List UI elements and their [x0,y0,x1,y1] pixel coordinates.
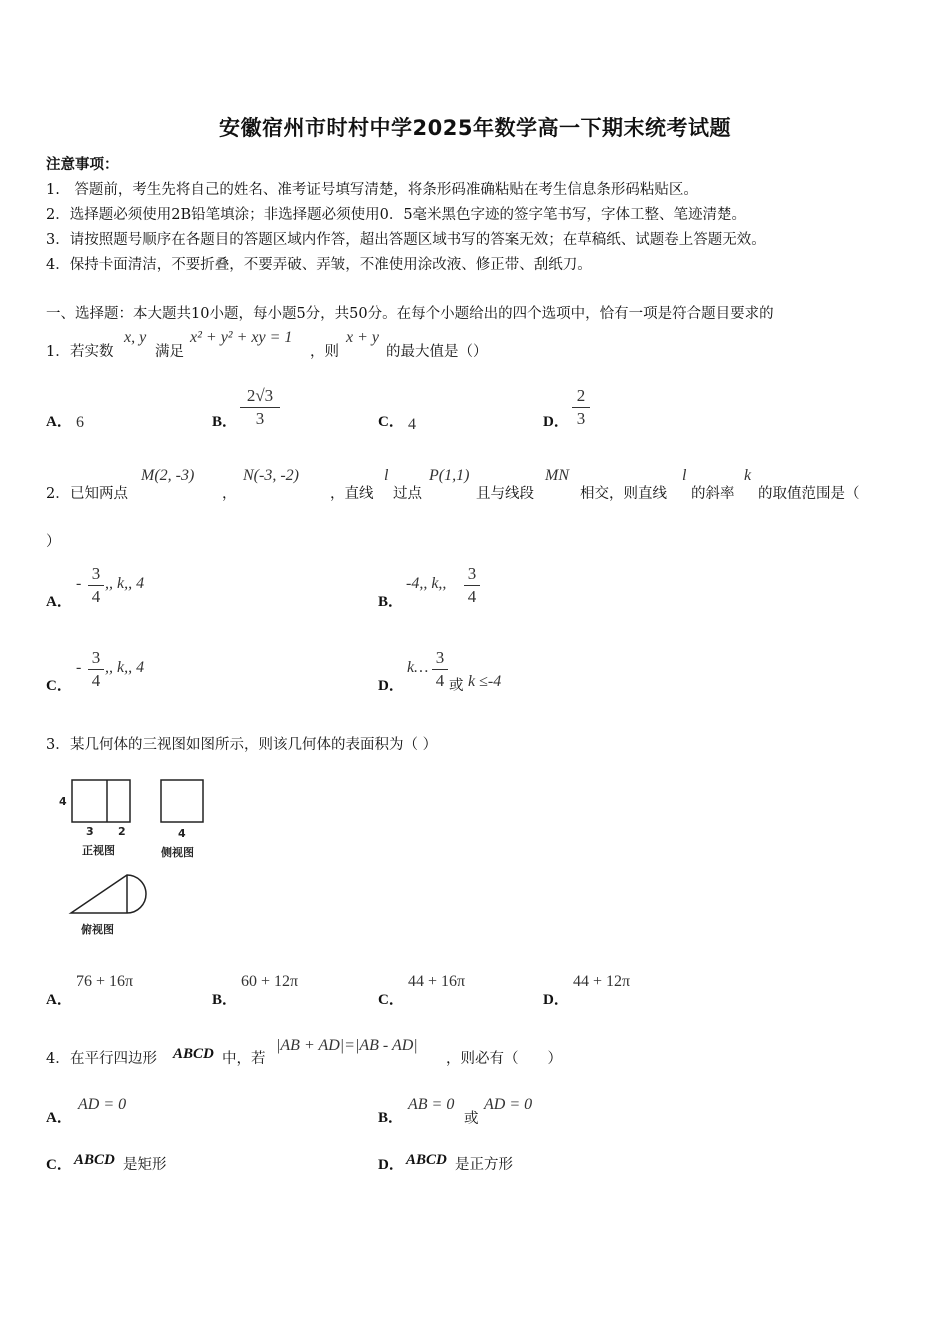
question-text: 且与线段 [476,486,534,502]
page-title: 安徽宿州市时村中学2025年数学高一下期末统考试题 [219,116,731,140]
option-text: 是正方形 [455,1157,513,1173]
question-text: 满足 [155,344,184,360]
front-view-label: 正视图 [82,844,115,857]
question-text: ， [222,486,237,502]
math-expression: l [682,467,687,484]
dim-a: 3 [86,825,94,838]
option-value: 4 [408,416,416,433]
option-value: 6 [76,414,84,431]
math-expression: l [384,467,389,484]
option-label[interactable]: A． [46,1110,72,1126]
notice-item: 2．选择题必须使用2B铅笔填涂；非选择题必须使用0．5毫米黑色字迹的签字笔书写，字体工整、笔迹清楚。 [46,207,747,223]
question-text: 若实数 [70,344,114,360]
math-expression: k [744,467,752,484]
math-expression: x² + y² + xy = 1 [190,329,293,346]
shape-name: ABCD [173,1046,214,1062]
option-value: 44 + 16π [408,973,466,990]
notice-item: 4．保持卡面清洁，不要折叠，不要弄破、弄皱，不准使用涂改液、修正带、刮纸刀。 [46,257,592,273]
math-expression: P(1,1) [429,467,470,484]
option-label[interactable]: C． [46,678,72,694]
option-label[interactable]: A． [46,594,72,610]
option-value: AD = 0 [78,1096,127,1113]
option-fraction: 3 4 [464,564,480,607]
math-expression: |AB + AD|=|AB - AD| [276,1037,418,1054]
question-text: 过点 [393,486,422,502]
side-view-label: 侧视图 [161,846,194,859]
notice-heading: 注意事项： [46,156,119,173]
option-prefix: - [76,575,82,592]
math-expression: N(-3, -2) [243,467,299,484]
question-text: ） [46,534,61,550]
question-number: 2． [46,486,70,502]
shape-name: ABCD [74,1152,115,1168]
top-view-shape [71,875,146,913]
side-view-rect [161,780,203,822]
option-fraction: 2√3 3 [240,386,280,429]
dim-side: 4 [178,827,186,840]
option-suffix: k ≤-4 [468,673,502,690]
option-suffix: ,, k,, 4 [105,659,145,676]
option-value: 60 + 12π [241,973,299,990]
front-view-rect [72,780,130,822]
three-view-figure [55,775,215,945]
question-text: 相交，则直线 [580,486,667,502]
option-label[interactable]: B． [212,992,238,1008]
question-text: 的取值范围是（ [758,486,860,502]
question-text: 某几何体的三视图如图所示，则该几何体的表面积为（ ） [70,737,438,753]
math-expression: MN [545,467,569,484]
question-text: ，则必有（ ） [446,1051,562,1067]
option-label[interactable]: A． [46,992,72,1008]
question-text: 中，若 [222,1051,266,1067]
option-label[interactable]: D． [543,992,569,1008]
option-fraction: 3 4 [432,648,448,691]
option-text: 是矩形 [123,1157,167,1173]
option-value: 76 + 16π [76,973,134,990]
option-text: 或 [449,678,464,694]
notice-item: 3．请按照题号顺序在各题目的答题区域内作答，超出答题区域书写的答案无效；在草稿纸、试题卷上答题无效。 [46,232,766,248]
option-fraction: 2 3 [572,386,590,429]
option-label[interactable]: D． [543,414,569,430]
option-fraction: 3 4 [88,564,104,607]
option-label[interactable]: D． [378,678,404,694]
option-fraction: 3 4 [88,648,104,691]
option-value: 44 + 12π [573,973,631,990]
shape-name: ABCD [406,1152,447,1168]
notice-item: 1. 答题前，考生先将自己的姓名、准考证号填写清楚，将条形码准确粘贴在考生信息条形码粘贴区。 [46,182,698,198]
option-label[interactable]: B． [378,1110,404,1126]
option-label[interactable]: C． [378,992,404,1008]
option-label[interactable]: D． [378,1157,404,1173]
question-number: 4． [46,1051,70,1067]
option-label[interactable]: C． [378,414,404,430]
option-value: AB = 0 [408,1096,455,1113]
math-expression: M(2, -3) [141,467,195,484]
math-expression: x + y [346,329,379,346]
option-text: 或 [464,1111,479,1127]
option-prefix: -4,, k,, [406,575,447,592]
question-text: ，则 [310,344,339,360]
question-text: 的斜率 [691,486,735,502]
option-label[interactable]: C． [46,1157,72,1173]
option-prefix: k… [407,659,429,676]
option-label[interactable]: B． [212,414,238,430]
question-text: ，直线 [330,486,374,502]
question-number: 3． [46,737,70,753]
top-view-label: 俯视图 [81,923,114,936]
option-label[interactable]: A． [46,414,72,430]
option-suffix: ,, k,, 4 [105,575,145,592]
dim-b: 2 [118,825,126,838]
question-text: 已知两点 [70,486,128,502]
question-text: 在平行四边形 [70,1051,157,1067]
dim-height: 4 [59,795,67,808]
option-label[interactable]: B． [378,594,404,610]
section-heading: 一、选择题：本大题共10小题，每小题5分，共50分。在每个小题给出的四个选项中，恰有一项是符合题目要求的 [46,306,774,322]
math-expression: x, y [124,329,147,346]
question-number: 1． [46,344,70,360]
option-prefix: - [76,659,82,676]
option-value: AD = 0 [484,1096,533,1113]
question-text: 的最大值是（） [386,344,488,360]
